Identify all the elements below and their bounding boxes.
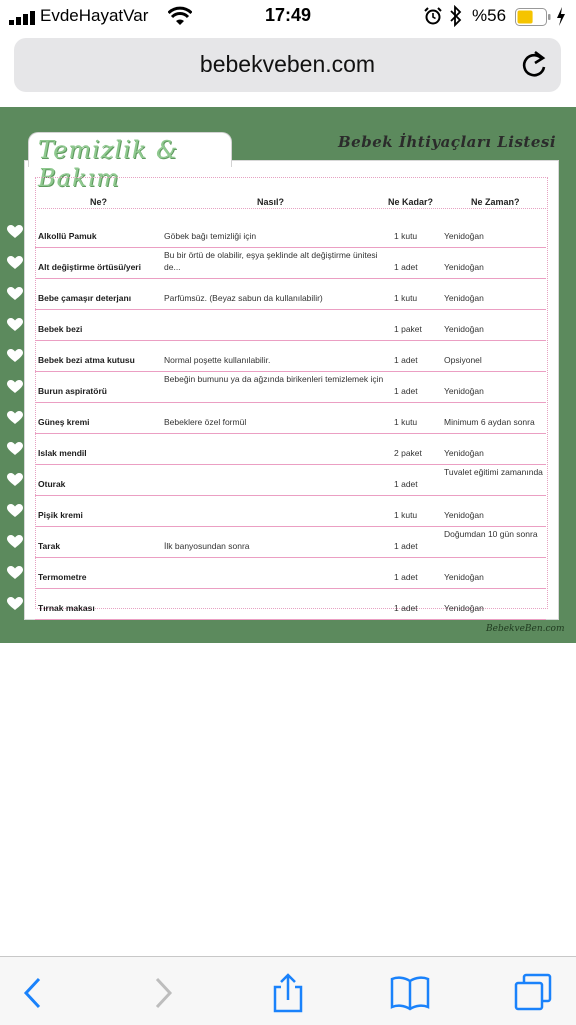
cell-how: Normal poşette kullanılabilir. [164,355,271,365]
row-divider [35,619,546,620]
cell-when: Yenidoğan [444,572,484,582]
cell-name: Alt değiştirme örtüsü/yeri [38,262,141,272]
table-row [0,527,576,558]
heart-icon [7,442,23,456]
table-row [0,217,576,248]
browser-toolbar [0,956,576,1025]
cell-qty: 1 adet [394,262,418,272]
alarm-icon [424,7,442,25]
table-row [0,403,576,434]
battery-percent: %56 [472,6,507,25]
reload-icon[interactable] [520,50,548,80]
cell-qty: 1 adet [394,541,418,551]
cell-when: Yenidoğan [444,231,484,241]
cell-how: Bebeğin bumunu ya da ağzında birikenleri temizlemek için [164,374,384,384]
tabs-icon[interactable] [513,973,553,1013]
table-row [0,465,576,496]
cell-qty: 1 adet [394,603,418,613]
cell-qty: 1 kutu [394,417,418,427]
cell-when: Yenidoğan [444,448,484,458]
heart-icon [7,318,23,332]
cell-name: Burun aspiratörü [38,386,107,396]
heart-icon [7,535,23,549]
share-icon[interactable] [268,973,308,1013]
book-icon[interactable] [390,973,430,1013]
cell-qty: 2 paket [394,448,422,458]
cell-when: Yenidoğan [444,510,484,520]
brand-signature: BebekveBen.com [486,624,565,634]
cell-how: Bebeklere özel formül [164,417,247,427]
cell-how: Bu bir örtü de olabilir, eşya şeklinde alt değiştirme ünitesi de... [164,250,378,272]
cell-name: Termometre [38,572,87,582]
col-head-qty: Ne Kadar? [388,197,434,207]
header-divider [35,208,546,209]
chevron-left-icon[interactable] [14,973,54,1013]
cell-when: Yenidoğan [444,386,484,396]
table-row [0,279,576,310]
cell-when: Yenidoğan [444,293,484,303]
status-time: 17:49 [264,5,312,25]
url-text[interactable]: bebekveben.com [199,51,376,77]
carrier-name: EvdeHayatVar [40,6,149,25]
cell-qty: 1 kutu [394,510,418,520]
cell-qty: 1 adet [394,386,418,396]
heart-icon [7,287,23,301]
cell-name: Islak mendil [38,448,87,458]
col-head-how: Nasıl? [257,197,285,207]
cell-when: Yenidoğan [444,262,484,272]
cell-how: İlk banyosundan sonra [164,541,250,551]
heart-icon [7,566,23,580]
battery-icon [515,8,551,26]
cell-qty: 1 adet [394,572,418,582]
table-row [0,558,576,589]
bluetooth-icon [449,5,463,27]
cell-name: Bebek bezi [38,324,83,334]
cell-how: Göbek bağı temizliği için [164,231,257,241]
cell-when: Minimum 6 aydan sonra [444,417,535,427]
cell-name: Güneş kremi [38,417,90,427]
cell-name: Pişik kremi [38,510,83,520]
cell-name: Oturak [38,479,66,489]
charging-bolt-icon [556,7,566,26]
heart-icon [7,597,23,611]
table-row [0,434,576,465]
cell-when: Doğumdan 10 gün sonra [444,529,538,539]
cell-qty: 1 paket [394,324,422,334]
cell-when: Tuvalet eğitimi zamanında [444,467,543,477]
cell-when: Yenidoğan [444,603,484,613]
cell-name: Tarak [38,541,61,551]
table-row [0,372,576,403]
heart-icon [7,349,23,363]
heart-icon [7,225,23,239]
heart-icon [7,504,23,518]
cell-qty: 1 adet [394,355,418,365]
cell-name: Alkollü Pamuk [38,231,97,241]
cell-qty: 1 adet [394,479,418,489]
heart-icon [7,473,23,487]
list-title: Bebek İhtiyaçları Listesi [338,133,557,151]
col-head-name: Ne? [90,197,108,207]
wifi-icon [168,6,192,26]
section-tab [28,132,232,192]
heart-icon [7,380,23,394]
cell-name: Bebek bezi atma kutusu [38,355,135,365]
cell-name: Bebe çamaşır deterjanı [38,293,132,303]
table-row [0,310,576,341]
table-row [0,341,576,372]
cell-when: Opsiyonel [444,355,482,365]
heart-icon [7,256,23,270]
web-content [0,107,576,643]
table-row [0,248,576,279]
cell-how: Parfümsüz. (Beyaz sabun da kullanılabilir) [164,293,323,303]
heart-icon [7,411,23,425]
col-head-when: Ne Zaman? [471,197,520,207]
chevron-right-icon[interactable] [142,973,182,1013]
address-bar[interactable] [14,38,561,92]
cell-qty: 1 kutu [394,231,418,241]
cell-when: Yenidoğan [444,324,484,334]
table-row [0,589,576,620]
cell-name: Tırnak makası [38,603,95,613]
section-title: Temizlik & Bakım [38,136,179,192]
table-row [0,496,576,527]
status-bar [0,0,576,34]
cell-qty: 1 kutu [394,293,418,303]
